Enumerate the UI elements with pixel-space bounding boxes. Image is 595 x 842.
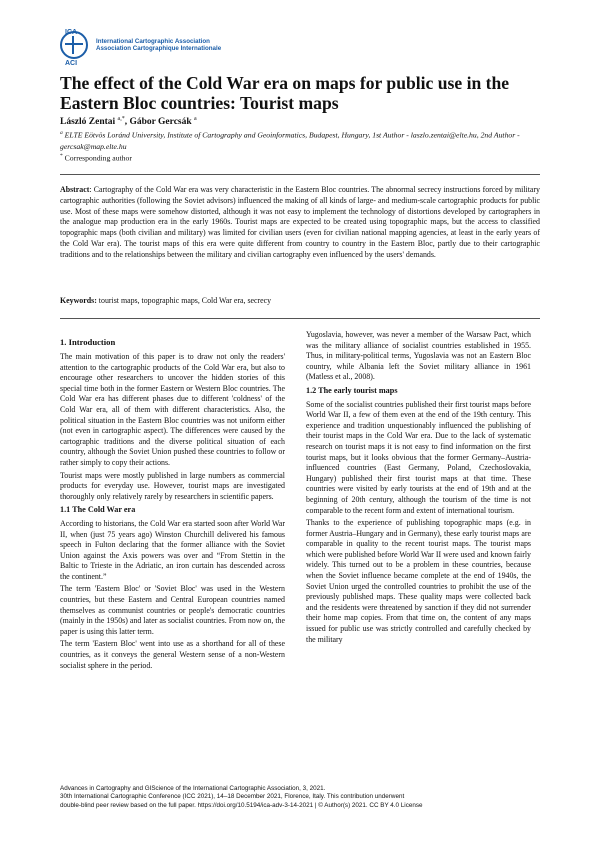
abstract-label: Abstract (60, 185, 90, 194)
author-1: László Zentai (60, 117, 116, 128)
subsection-heading-early-tourist-maps: 1.2 The early tourist maps (306, 385, 398, 395)
author-2: Gábor Gercsák (129, 117, 192, 128)
keywords-text: tourist maps, topographic maps, Cold War era, secrecy (96, 296, 272, 305)
divider-top (60, 174, 540, 175)
affiliation-sup: a (60, 130, 63, 136)
page-footer (60, 785, 540, 810)
logo-acronym-top: ICA (65, 29, 78, 36)
logo-org-en: International Cartographic Association (96, 38, 210, 45)
logo-acronym-bottom: ACI (65, 60, 78, 67)
ica-logo (60, 29, 222, 67)
right-column (306, 330, 531, 647)
paragraph: According to historians, the Cold War era started soon after World War II, when (just 75 years ago) Winston Churchill delivered his famous speech in Fulton declaring that the former alliance with the Soviet Union against the Axis powers was over and “From Stettin in the Baltic to Trieste in the Adriatic, an iron curtain has descended across the continent.” (60, 518, 285, 581)
paragraph: Tourist maps were mostly published in large numbers as commercial products for everyday use. However, tourist maps are investigated thoroughly only relatively rarely by researchers in scientific papers. (60, 470, 285, 501)
abstract (60, 185, 540, 261)
subsection-heading-cold-war: 1.1 The Cold War era (60, 505, 136, 515)
paragraph: Thanks to the experience of publishing topographic maps (e.g. in former Austria–Hungary and in Germany), these early tourist maps are comparable in quality to the recent tourist maps. The tourist maps which were published before World War II were used and known fairly widely. This turned out to be a problem in these countries, because when the Soviet influence became complete at the end of 1940s, the Soviet Union urged the controlled countries to prohibit the use of the previously published maps. These quality maps were collected back and the residents were threatened by sanction if they did not surrender their home map copies. From that time on, the content of any maps issued for public use was strictly controlled and carefully checked by the military (306, 518, 531, 644)
author-list (60, 116, 197, 127)
footer-line: double-blind peer review based on the full paper. https://doi.org/10.5194/ica-adv-3-14-2021 | © Author(s) 2021. CC BY 4.0 License (60, 801, 423, 809)
author-1-sup: a,* (117, 116, 125, 122)
paragraph: The term 'Eastern Bloc' went into use as a shorthand for all of these countries, as it conveys the general Western sense of a non-Western socialist sphere in the period. (60, 639, 285, 670)
paragraph: The term 'Eastern Bloc' or 'Soviet Bloc' was used in the Western countries, but these Eastern and Central European countries named themselves as communist countries or people's democratic countries (mainly in the 1950s) and later as socialist countries. From now on, the paper is using this latter term. (60, 584, 285, 636)
keywords (60, 296, 540, 305)
paragraph: The main motivation of this paper is to draw not only the readers' attention to the cartographic products of the Cold War era, but also to encourage other researchers to uncover the hidden stories of this special time both in the former Eastern or Western Bloc countries. The Cold War era has different phases due to different 'coldness' of the Cold War era, all of them with different characteristics. Also, the political situation in the Eastern Bloc countries was not uniform either (not even in cartographic aspect). The differences were caused by the cartographic traditions and the diverse political situation of each country, although the Soviet Union pushed these countries to follow or rather simply to copy their actions. (60, 352, 285, 467)
paragraph: Yugoslavia, however, was never a member of the Warsaw Pact, which was the military alliance of socialist countries established in 1955. Thus, in military-political terms, Yugoslavia was not an Eastern Bloc country, while Albania left the Soviet military alliance in 1961 (Matless et al., 2008). (306, 330, 531, 382)
footer-line: 30th International Cartographic Conference (ICC 2021), 14–18 December 2021, Florence, Italy. This contribution underwent (60, 793, 405, 801)
affiliation-text: ELTE Eötvös Loránd University, Institute of Cartography and Geoinformatics, Budapest, Hungary, 1st Author - laszlo.zentai@elte.hu, 2nd Author - gercsak@map.elte.hu (60, 130, 520, 151)
left-column (60, 333, 285, 673)
footer-line: Advances in Cartography and GIScience of the International Cartographic Association, 3, 2021. (60, 785, 326, 792)
corresponding-sup: * (60, 153, 63, 159)
corresponding-author-note (60, 153, 132, 163)
author-separator: , (124, 117, 130, 128)
divider-bottom (60, 318, 540, 319)
logo-org-fr: Association Cartographique Internationale (96, 45, 222, 52)
abstract-text: : Cartography of the Cold War era was very characteristic in the Eastern Bloc countries. The abnormal secrecy instructions forced by military cartographic authorities (following the Soviet advisors) influenced the making of all kinds of large- and medium-scale cartographic products for public use. Most of these maps were somehow distorted, although it was not easy to implement the technology of distortions developed by cartographers in the analogue map production era in the early 1960s. Tourist maps are expected to be created using topographic maps, but the access to classified topographic maps (both civilian and military) was limited for civilian users (even for civilian national mapping agencies, at least in the early years of the Cold War era). The tourist maps of this era were quite different from country to country in the Eastern Bloc, partly due to their cartographic traditions and to the relationships between the military and civilian cartography even influenced by the users' demands. (60, 185, 540, 259)
author-2-sup: a (194, 116, 197, 122)
ica-globe-icon (60, 29, 88, 67)
paragraph: Some of the socialist countries published their first tourist maps before World War II, a few of them even at the end of the 19th century. This experience and tradition unquestionably influenced the publishing of their tourist maps in the Cold War era. Due to the lack of systematic research on tourist maps it is not easy to find information on the first tourist maps, but it looks obvious that the former Germany–Austria-influenced countries (East Germany, Poland, Czechoslovakia, Hungary) published their first tourist maps at that time. These countries were visited by early tourists at the end of 19th and at the beginning of 20th century, although the tourism of the time is not comparable to the recent form and extent of international tourism. (306, 399, 531, 515)
keywords-label: Keywords: (60, 296, 97, 305)
affiliation (60, 128, 540, 152)
logo-org-names (96, 38, 221, 52)
section-heading-introduction: 1. Introduction (60, 337, 116, 347)
paper-title: The effect of the Cold War era on maps for public use in the Eastern Bloc countries: Tourist maps (60, 73, 510, 113)
corresponding-text: Corresponding author (64, 153, 132, 163)
